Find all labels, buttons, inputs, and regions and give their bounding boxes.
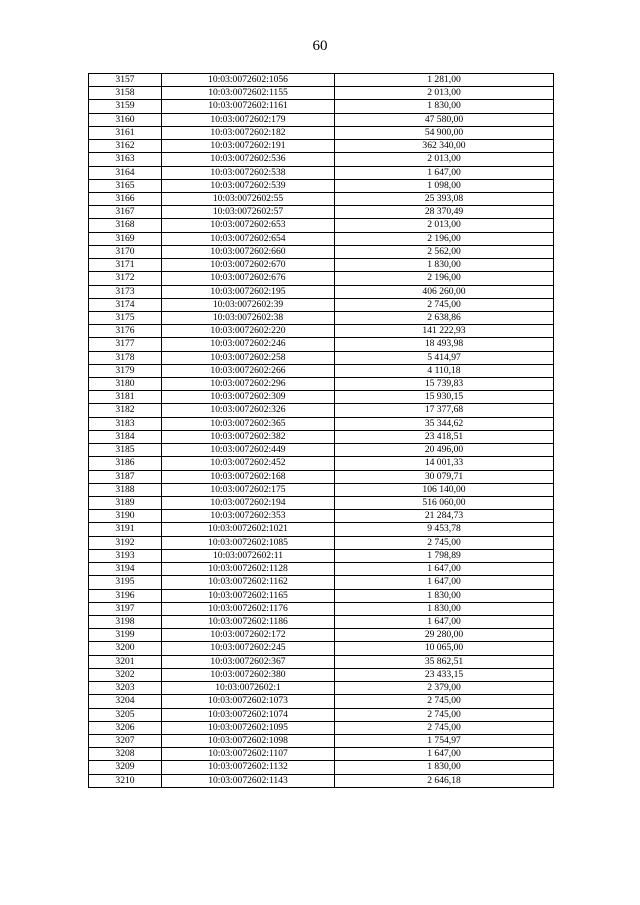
table-row: [89, 126, 554, 139]
row-number-cell: 3159: [89, 100, 162, 113]
row-number-cell: 3180: [89, 378, 162, 391]
table-row: [89, 695, 554, 708]
cadastral-number-cell: 10:03:0072602:536: [162, 153, 335, 166]
table-row: [89, 311, 554, 324]
amount-cell: 1 647,00: [335, 576, 554, 589]
table-row: [89, 259, 554, 272]
table-row: [89, 549, 554, 562]
cadastral-number-cell: 10:03:0072602:382: [162, 430, 335, 443]
amount-cell: 10 065,00: [335, 642, 554, 655]
amount-cell: 1 830,00: [335, 761, 554, 774]
cadastral-number-cell: 10:03:0072602:660: [162, 245, 335, 258]
cadastral-number-cell: 10:03:0072602:191: [162, 140, 335, 153]
cadastral-number-cell: 10:03:0072602:1: [162, 682, 335, 695]
amount-cell: 141 222,93: [335, 325, 554, 338]
amount-cell: 29 280,00: [335, 629, 554, 642]
row-number-cell: 3188: [89, 483, 162, 496]
row-number-cell: 3171: [89, 259, 162, 272]
row-number-cell: 3184: [89, 430, 162, 443]
row-number-cell: 3183: [89, 417, 162, 430]
cadastral-number-cell: 10:03:0072602:258: [162, 351, 335, 364]
row-number-cell: 3181: [89, 391, 162, 404]
amount-cell: 2 013,00: [335, 87, 554, 100]
table-row: [89, 510, 554, 523]
amount-cell: 1 830,00: [335, 602, 554, 615]
cadastral-number-cell: 10:03:0072602:266: [162, 364, 335, 377]
row-number-cell: 3168: [89, 219, 162, 232]
cadastral-number-cell: 10:03:0072602:1098: [162, 734, 335, 747]
table-row: [89, 391, 554, 404]
amount-cell: 406 260,00: [335, 285, 554, 298]
amount-cell: 35 344,62: [335, 417, 554, 430]
table-row: [89, 153, 554, 166]
amount-cell: 2 745,00: [335, 708, 554, 721]
row-number-cell: 3195: [89, 576, 162, 589]
table-row: [89, 576, 554, 589]
cadastral-number-cell: 10:03:0072602:1021: [162, 523, 335, 536]
row-number-cell: 3161: [89, 126, 162, 139]
row-number-cell: 3174: [89, 298, 162, 311]
row-number-cell: 3179: [89, 364, 162, 377]
row-number-cell: 3186: [89, 457, 162, 470]
table-body: [89, 74, 554, 788]
amount-cell: 28 370,49: [335, 206, 554, 219]
amount-cell: 2 196,00: [335, 272, 554, 285]
row-number-cell: 3169: [89, 232, 162, 245]
cadastral-number-cell: 10:03:0072602:449: [162, 444, 335, 457]
table-row: [89, 140, 554, 153]
row-number-cell: 3192: [89, 536, 162, 549]
row-number-cell: 3190: [89, 510, 162, 523]
cadastral-number-cell: 10:03:0072602:1176: [162, 602, 335, 615]
cadastral-number-cell: 10:03:0072602:1186: [162, 615, 335, 628]
amount-cell: 15 739,83: [335, 378, 554, 391]
cadastral-number-cell: 10:03:0072602:654: [162, 232, 335, 245]
cadastral-number-cell: 10:03:0072602:653: [162, 219, 335, 232]
row-number-cell: 3208: [89, 748, 162, 761]
table-row: [89, 113, 554, 126]
table-row: [89, 642, 554, 655]
row-number-cell: 3202: [89, 668, 162, 681]
table-row: [89, 682, 554, 695]
table-row: [89, 325, 554, 338]
amount-cell: 1 647,00: [335, 748, 554, 761]
amount-cell: 1 830,00: [335, 100, 554, 113]
row-number-cell: 3163: [89, 153, 162, 166]
cadastral-number-cell: 10:03:0072602:1085: [162, 536, 335, 549]
row-number-cell: 3167: [89, 206, 162, 219]
row-number-cell: 3196: [89, 589, 162, 602]
table-row: [89, 483, 554, 496]
amount-cell: 1 647,00: [335, 166, 554, 179]
amount-cell: 47 580,00: [335, 113, 554, 126]
row-number-cell: 3172: [89, 272, 162, 285]
amount-cell: 1 798,89: [335, 549, 554, 562]
row-number-cell: 3177: [89, 338, 162, 351]
table-row: [89, 629, 554, 642]
amount-cell: 23 433,15: [335, 668, 554, 681]
amount-cell: 5 414,97: [335, 351, 554, 364]
amount-cell: 2 638,86: [335, 311, 554, 324]
row-number-cell: 3165: [89, 179, 162, 192]
amount-cell: 1 830,00: [335, 259, 554, 272]
row-number-cell: 3158: [89, 87, 162, 100]
cadastral-number-cell: 10:03:0072602:326: [162, 404, 335, 417]
table-row: [89, 563, 554, 576]
row-number-cell: 3204: [89, 695, 162, 708]
row-number-cell: 3175: [89, 311, 162, 324]
table-row: [89, 589, 554, 602]
cadastral-number-cell: 10:03:0072602:1161: [162, 100, 335, 113]
table-row: [89, 74, 554, 87]
table-row: [89, 668, 554, 681]
cadastral-number-cell: 10:03:0072602:168: [162, 470, 335, 483]
row-number-cell: 3206: [89, 721, 162, 734]
amount-cell: 1 647,00: [335, 563, 554, 576]
table-row: [89, 404, 554, 417]
row-number-cell: 3176: [89, 325, 162, 338]
row-number-cell: 3182: [89, 404, 162, 417]
table-row: [89, 179, 554, 192]
amount-cell: 54 900,00: [335, 126, 554, 139]
row-number-cell: 3157: [89, 74, 162, 87]
table-row: [89, 219, 554, 232]
table-row: [89, 166, 554, 179]
table-row: [89, 761, 554, 774]
amount-cell: 1 830,00: [335, 589, 554, 602]
amount-cell: 1 754,97: [335, 734, 554, 747]
row-number-cell: 3173: [89, 285, 162, 298]
amount-cell: 2 013,00: [335, 219, 554, 232]
amount-cell: 2 745,00: [335, 536, 554, 549]
amount-cell: 516 060,00: [335, 497, 554, 510]
cadastral-number-cell: 10:03:0072602:195: [162, 285, 335, 298]
table-row: [89, 774, 554, 787]
cadastral-number-cell: 10:03:0072602:39: [162, 298, 335, 311]
table-row: [89, 708, 554, 721]
cadastral-number-cell: 10:03:0072602:1155: [162, 87, 335, 100]
cadastral-number-cell: 10:03:0072602:246: [162, 338, 335, 351]
cadastral-number-cell: 10:03:0072602:1074: [162, 708, 335, 721]
table-row: [89, 721, 554, 734]
cadastral-number-cell: 10:03:0072602:365: [162, 417, 335, 430]
amount-cell: 2 379,00: [335, 682, 554, 695]
amount-cell: 362 340,00: [335, 140, 554, 153]
cadastral-number-cell: 10:03:0072602:1095: [162, 721, 335, 734]
table-row: [89, 232, 554, 245]
row-number-cell: 3191: [89, 523, 162, 536]
amount-cell: 25 393,08: [335, 192, 554, 205]
amount-cell: 35 862,51: [335, 655, 554, 668]
row-number-cell: 3160: [89, 113, 162, 126]
amount-cell: 18 493,98: [335, 338, 554, 351]
cadastral-number-cell: 10:03:0072602:245: [162, 642, 335, 655]
cadastral-number-cell: 10:03:0072602:309: [162, 391, 335, 404]
table-row: [89, 748, 554, 761]
data-table: [88, 73, 554, 788]
cadastral-number-cell: 10:03:0072602:538: [162, 166, 335, 179]
table-row: [89, 430, 554, 443]
row-number-cell: 3210: [89, 774, 162, 787]
cadastral-number-cell: 10:03:0072602:676: [162, 272, 335, 285]
row-number-cell: 3178: [89, 351, 162, 364]
cadastral-number-cell: 10:03:0072602:38: [162, 311, 335, 324]
row-number-cell: 3194: [89, 563, 162, 576]
table-row: [89, 523, 554, 536]
cadastral-number-cell: 10:03:0072602:1162: [162, 576, 335, 589]
amount-cell: 21 284,73: [335, 510, 554, 523]
cadastral-number-cell: 10:03:0072602:367: [162, 655, 335, 668]
row-number-cell: 3170: [89, 245, 162, 258]
table-row: [89, 245, 554, 258]
cadastral-number-cell: 10:03:0072602:172: [162, 629, 335, 642]
row-number-cell: 3203: [89, 682, 162, 695]
cadastral-number-cell: 10:03:0072602:670: [162, 259, 335, 272]
cadastral-number-cell: 10:03:0072602:1132: [162, 761, 335, 774]
table-row: [89, 536, 554, 549]
cadastral-number-cell: 10:03:0072602:179: [162, 113, 335, 126]
amount-cell: 14 001,33: [335, 457, 554, 470]
table-row: [89, 272, 554, 285]
table-row: [89, 655, 554, 668]
row-number-cell: 3205: [89, 708, 162, 721]
amount-cell: 2 646,18: [335, 774, 554, 787]
table-row: [89, 192, 554, 205]
amount-cell: 23 418,51: [335, 430, 554, 443]
table-row: [89, 338, 554, 351]
cadastral-number-cell: 10:03:0072602:1165: [162, 589, 335, 602]
amount-cell: 1 281,00: [335, 74, 554, 87]
row-number-cell: 3201: [89, 655, 162, 668]
row-number-cell: 3200: [89, 642, 162, 655]
cadastral-number-cell: 10:03:0072602:55: [162, 192, 335, 205]
cadastral-number-cell: 10:03:0072602:220: [162, 325, 335, 338]
table-row: [89, 444, 554, 457]
table-row: [89, 364, 554, 377]
table-row: [89, 206, 554, 219]
row-number-cell: 3189: [89, 497, 162, 510]
row-number-cell: 3207: [89, 734, 162, 747]
table-row: [89, 417, 554, 430]
row-number-cell: 3187: [89, 470, 162, 483]
table-row: [89, 378, 554, 391]
table-row: [89, 602, 554, 615]
cadastral-number-cell: 10:03:0072602:380: [162, 668, 335, 681]
table-row: [89, 457, 554, 470]
cadastral-number-cell: 10:03:0072602:539: [162, 179, 335, 192]
table-row: [89, 734, 554, 747]
cadastral-number-cell: 10:03:0072602:175: [162, 483, 335, 496]
amount-cell: 2 196,00: [335, 232, 554, 245]
cadastral-number-cell: 10:03:0072602:57: [162, 206, 335, 219]
cadastral-number-cell: 10:03:0072602:353: [162, 510, 335, 523]
cadastral-number-cell: 10:03:0072602:1128: [162, 563, 335, 576]
table-row: [89, 87, 554, 100]
amount-cell: 15 930,15: [335, 391, 554, 404]
amount-cell: 9 453,78: [335, 523, 554, 536]
table-row: [89, 615, 554, 628]
amount-cell: 17 377,68: [335, 404, 554, 417]
amount-cell: 2 562,00: [335, 245, 554, 258]
row-number-cell: 3209: [89, 761, 162, 774]
row-number-cell: 3193: [89, 549, 162, 562]
table-row: [89, 470, 554, 483]
amount-cell: 2 745,00: [335, 695, 554, 708]
amount-cell: 20 496,00: [335, 444, 554, 457]
cadastral-number-cell: 10:03:0072602:182: [162, 126, 335, 139]
cadastral-number-cell: 10:03:0072602:296: [162, 378, 335, 391]
cadastral-number-cell: 10:03:0072602:1056: [162, 74, 335, 87]
amount-cell: 30 079,71: [335, 470, 554, 483]
cadastral-number-cell: 10:03:0072602:452: [162, 457, 335, 470]
amount-cell: 2 013,00: [335, 153, 554, 166]
cadastral-number-cell: 10:03:0072602:194: [162, 497, 335, 510]
cadastral-number-cell: 10:03:0072602:1073: [162, 695, 335, 708]
table-row: [89, 497, 554, 510]
row-number-cell: 3164: [89, 166, 162, 179]
table-row: [89, 100, 554, 113]
page-number: 60: [312, 38, 328, 54]
amount-cell: 4 110,18: [335, 364, 554, 377]
cadastral-number-cell: 10:03:0072602:11: [162, 549, 335, 562]
row-number-cell: 3185: [89, 444, 162, 457]
amount-cell: 2 745,00: [335, 298, 554, 311]
row-number-cell: 3197: [89, 602, 162, 615]
cadastral-number-cell: 10:03:0072602:1107: [162, 748, 335, 761]
table-row: [89, 285, 554, 298]
row-number-cell: 3198: [89, 615, 162, 628]
cadastral-number-cell: 10:03:0072602:1143: [162, 774, 335, 787]
amount-cell: 106 140,00: [335, 483, 554, 496]
table-row: [89, 298, 554, 311]
amount-cell: 1 647,00: [335, 615, 554, 628]
row-number-cell: 3199: [89, 629, 162, 642]
table-row: [89, 351, 554, 364]
row-number-cell: 3162: [89, 140, 162, 153]
row-number-cell: 3166: [89, 192, 162, 205]
amount-cell: 1 098,00: [335, 179, 554, 192]
amount-cell: 2 745,00: [335, 721, 554, 734]
